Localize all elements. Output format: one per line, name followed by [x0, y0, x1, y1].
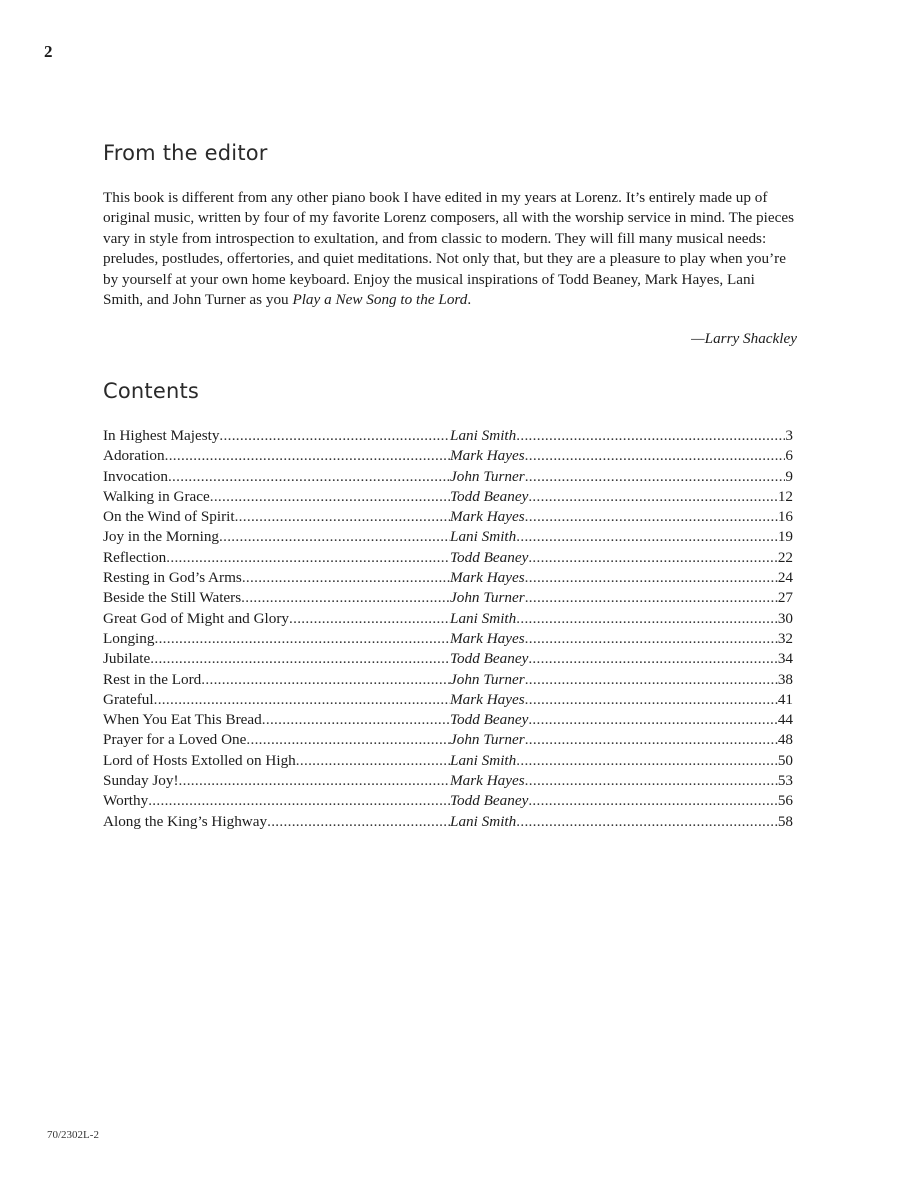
toc-leader [525, 446, 786, 466]
toc-page-number: 16 [777, 508, 793, 526]
toc-title: Resting in God’s Arms [103, 569, 242, 587]
toc-title: Worthy [103, 792, 149, 810]
toc-entry [103, 730, 793, 750]
toc-leader [289, 609, 450, 629]
toc-leader [246, 730, 450, 750]
toc-entry [103, 548, 793, 568]
toc-leader [219, 527, 450, 547]
toc-leader [242, 568, 450, 588]
toc-leader [516, 812, 778, 832]
toc-page-number: 53 [777, 772, 793, 790]
toc-entry [103, 791, 793, 811]
toc-page-number: 3 [785, 427, 793, 444]
toc-page-number: 56 [777, 792, 793, 810]
toc-page-number: 30 [777, 609, 793, 627]
toc-composer: Mark Hayes [450, 508, 525, 526]
toc-composer: Todd Beaney [450, 711, 529, 729]
toc-entry [103, 588, 793, 608]
toc-composer: Mark Hayes [450, 772, 525, 790]
toc-page-number: 50 [777, 751, 793, 769]
editor-heading: From the editor [103, 141, 268, 165]
toc-leader [528, 487, 777, 507]
toc-leader [516, 751, 778, 771]
toc-entry [103, 527, 793, 547]
toc-title: In Highest Majesty [103, 427, 220, 444]
toc-title: Walking in Grace [103, 487, 210, 505]
toc-title: Beside the Still Waters [103, 589, 242, 607]
toc-page-number: 58 [777, 812, 793, 830]
toc-title: When You Eat This Bread [103, 711, 262, 729]
page-number: 2 [44, 42, 53, 61]
toc-page-number: 34 [777, 650, 793, 668]
toc-leader [154, 629, 450, 649]
toc-leader [267, 812, 450, 832]
toc-title: Great God of Might and Glory [103, 609, 290, 627]
toc-title: Adoration [103, 447, 165, 465]
toc-composer: John Turner [450, 467, 525, 485]
toc-leader [148, 791, 450, 811]
toc-page-number: 12 [777, 487, 793, 505]
toc-entry [103, 812, 793, 832]
toc-entry [103, 507, 793, 527]
toc-composer: Mark Hayes [450, 690, 525, 708]
toc-page-number: 48 [777, 731, 793, 749]
toc-title: Longing [103, 629, 155, 647]
toc-leader [165, 446, 450, 466]
toc-entry [103, 467, 793, 487]
toc-page-number: 32 [777, 629, 793, 647]
toc-leader [201, 670, 450, 690]
toc-title: Reflection [103, 548, 167, 566]
toc-composer: Lani Smith [450, 751, 517, 769]
toc-composer: Lani Smith [450, 427, 517, 444]
toc-page-number: 24 [777, 569, 793, 587]
toc-composer: John Turner [450, 670, 525, 688]
toc-leader [525, 588, 778, 608]
toc-entry [103, 446, 793, 466]
toc-title: Along the King’s Highway [103, 812, 268, 830]
toc-page-number: 44 [777, 711, 793, 729]
toc-leader [525, 670, 778, 690]
toc-composer: John Turner [450, 589, 525, 607]
toc-title: Lord of Hosts Extolled on High [103, 751, 296, 769]
toc-page-number: 6 [785, 447, 793, 465]
toc-leader [528, 791, 777, 811]
editor-signature: —Larry Shackley [691, 330, 797, 347]
toc-entry [103, 629, 793, 649]
toc-leader [179, 771, 450, 791]
toc-title: Prayer for a Loved One [103, 731, 247, 749]
toc-composer: Mark Hayes [450, 629, 525, 647]
toc-entry [103, 751, 793, 771]
toc-leader [525, 629, 778, 649]
toc-leader [154, 690, 450, 710]
toc-page-number: 41 [777, 690, 793, 708]
contents-heading: Contents [103, 379, 200, 403]
toc-composer: Mark Hayes [450, 447, 525, 465]
toc-leader [525, 568, 778, 588]
toc-title: Grateful [103, 690, 154, 708]
toc-leader [516, 609, 778, 629]
toc-entry [103, 487, 793, 507]
toc-title: Rest in the Lord [103, 670, 202, 688]
toc-page-number: 38 [777, 670, 793, 688]
toc-leader [219, 426, 450, 446]
toc-composer: Todd Beaney [450, 650, 529, 668]
toc-leader [525, 771, 778, 791]
toc-title: Joy in the Morning [103, 528, 220, 546]
toc-leader [150, 649, 450, 669]
toc-title: Invocation [103, 467, 168, 485]
toc-leader [241, 588, 450, 608]
toc-entry [103, 609, 793, 629]
toc-entry [103, 568, 793, 588]
toc-leader [516, 527, 778, 547]
toc-leader [168, 467, 450, 487]
toc-leader [262, 710, 450, 730]
toc-composer: John Turner [450, 731, 525, 749]
toc-title: On the Wind of Spirit [103, 508, 235, 526]
toc-page-number: 27 [777, 589, 793, 607]
toc-leader [528, 548, 777, 568]
toc-entry [103, 771, 793, 791]
toc-entry [103, 426, 793, 446]
toc-composer: Lani Smith [450, 528, 517, 546]
toc-leader [525, 730, 778, 750]
editor-body-end: . [467, 291, 472, 309]
toc-leader [528, 649, 777, 669]
toc-leader [525, 507, 778, 527]
toc-leader [235, 507, 450, 527]
toc-composer: Lani Smith [450, 609, 517, 627]
catalog-number: 70/2302L-2 [47, 1129, 99, 1141]
toc-page-number: 22 [777, 548, 793, 566]
toc-composer: Todd Beaney [450, 792, 529, 810]
toc-leader [166, 548, 450, 568]
toc-leader [210, 487, 450, 507]
toc-composer: Lani Smith [450, 812, 517, 830]
toc-leader [516, 426, 785, 446]
editor-paragraph [103, 188, 798, 310]
editor-body-main: This book is different from any other piano book I have edited in my years at Lorenz. It’s entirely made up of original music, written by four of my favorite Lorenz composers, all with the worship service in mind. The pieces vary in style from introspection to exultation, and from classic to modern. They will fill many musical needs: preludes, postludes, offertories, and quiet meditations. Not only that, but they are a pleasure to play when you’re by yourself at your own home keyboard. Enjoy the musical inspirations of Todd Beaney, Mark Hayes, Lani Smith, and John Turner as you [103, 189, 794, 309]
toc-composer: Todd Beaney [450, 487, 529, 505]
toc-leader [296, 751, 450, 771]
toc-title: Sunday Joy! [103, 772, 179, 790]
toc-page-number: 9 [785, 467, 793, 485]
book-title: Play a New Song to the Lord [292, 291, 468, 309]
toc-composer: Todd Beaney [450, 548, 529, 566]
toc-page-number: 19 [777, 528, 793, 546]
toc-entry [103, 670, 793, 690]
toc-entry [103, 710, 793, 730]
table-of-contents [103, 426, 793, 832]
toc-entry [103, 649, 793, 669]
toc-entry [103, 690, 793, 710]
toc-leader [525, 467, 786, 487]
toc-title: Jubilate [103, 650, 151, 668]
toc-composer: Mark Hayes [450, 569, 525, 587]
toc-leader [528, 710, 777, 730]
toc-leader [525, 690, 778, 710]
